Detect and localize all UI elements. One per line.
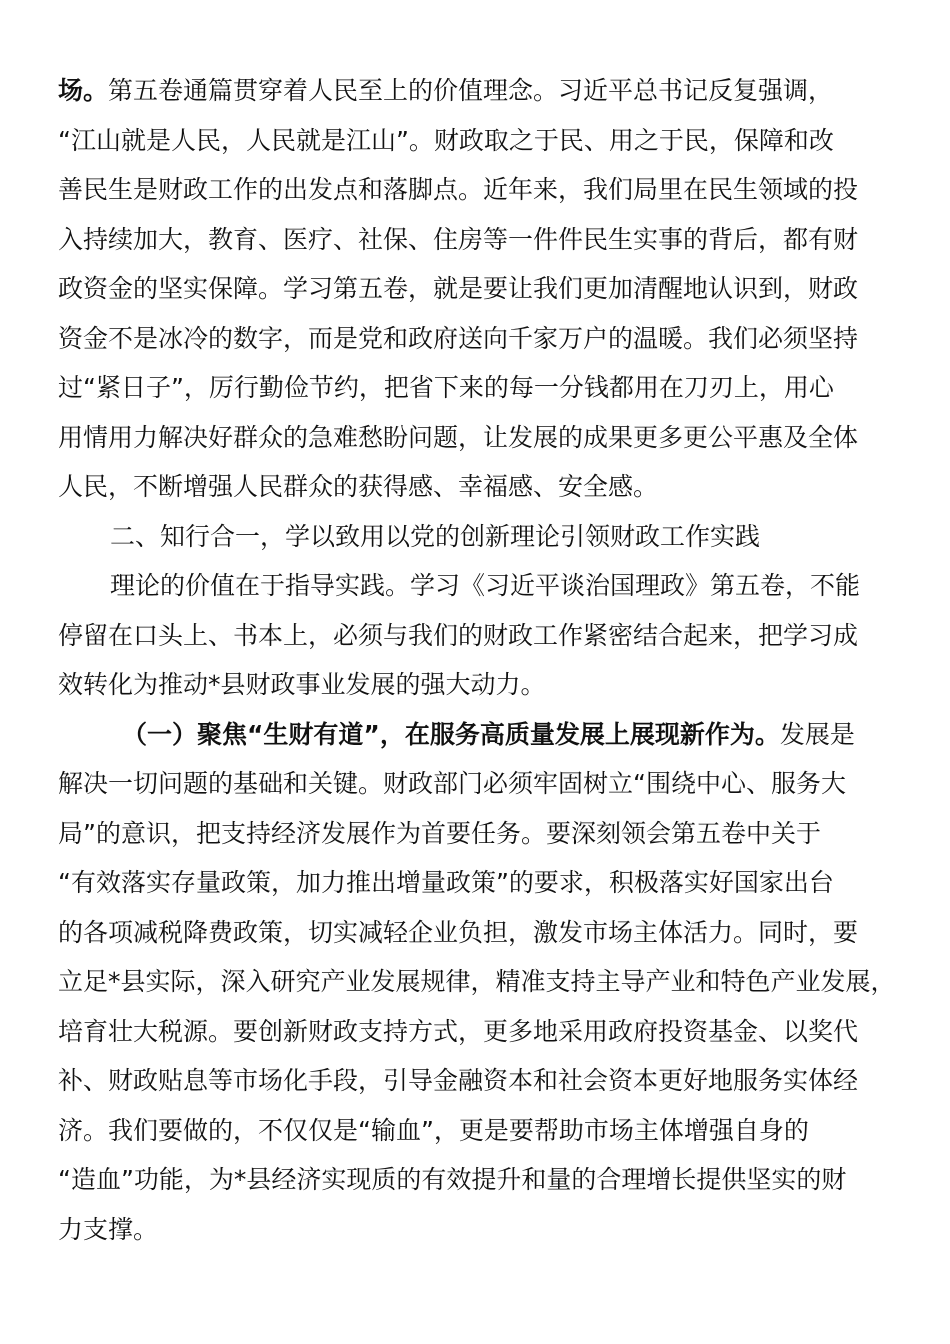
- paragraph-3-line-1: [58, 710, 908, 760]
- paragraph-1-line: 资金不是冰冷的数字，而是党和政府送向千家万户的温暖。我们必须坚持: [58, 323, 859, 353]
- paragraph-1-line-1: [58, 66, 908, 116]
- paragraph-1-lead: 场。: [58, 76, 109, 105]
- paragraph-1-line: “江山就是人民，人民就是江山”。财政取之于民、用之于民，保障和改: [58, 125, 834, 155]
- paragraph-3-line: 培育壮大税源。要创新财政支持方式，更多地采用政府投资基金、以奖代: [58, 1016, 859, 1046]
- paragraph-3-line: 力支撑。: [58, 1214, 159, 1244]
- paragraph-1-line: 入持续加大，教育、医疗、社保、住房等一件件民生实事的背后，都有财: [58, 224, 859, 254]
- subsection-heading: （一）聚焦“生财有道”，在服务高质量发展上展现新作为。: [122, 719, 780, 749]
- document-page: [58, 66, 908, 1254]
- paragraph-3-line: “有效落实存量政策，加力推出增量政策”的要求，积极落实好国家出台: [58, 868, 834, 897]
- paragraph-1-line: 善民生是财政工作的出发点和落脚点。近年来，我们局里在民生领域的投: [58, 175, 859, 204]
- paragraph-3-line: 的各项减税降费政策，切实减轻企业负担，激发市场主体活力。同时，要: [58, 917, 859, 947]
- paragraph-2-line: 效转化为推动*县财政事业发展的强大动力。: [58, 670, 546, 699]
- paragraph-3-line: 立足*县实际，深入研究产业发展规律，精准支持主导产业和特色产业发展，: [58, 967, 896, 996]
- paragraph-1-text: 第五卷通篇贯穿着人民至上的价值理念。习近平总书记反复强调，: [108, 76, 834, 105]
- paragraph-1-line: 政资金的坚实保障。学习第五卷，就是要让我们更加清醒地认识到，财政: [58, 274, 859, 303]
- paragraph-3-line: “造血”功能，为*县经济实现质的有效提升和量的合理增长提供坚实的财: [58, 1165, 847, 1194]
- paragraph-3-line: 济。我们要做的，不仅仅是“输血”，更是要帮助市场主体增强自身的: [58, 1115, 809, 1145]
- paragraph-1-line: 用情用力解决好群众的急难愁盼问题，让发展的成果更多更公平惠及全体: [58, 422, 859, 452]
- paragraph-3-line: 局”的意识，把支持经济发展作为首要任务。要深刻领会第五卷中关于: [58, 818, 821, 848]
- section-heading: 二、知行合一，学以致用以党的创新理论引领财政工作实践: [110, 521, 761, 551]
- paragraph-3-line: 补、财政贴息等市场化手段，引导金融资本和社会资本更好地服务实体经: [58, 1066, 859, 1095]
- paragraph-1-line: 过“紧日子”，厉行勤俭节约，把省下来的每一分钱都用在刀刃上，用心: [58, 373, 834, 402]
- paragraph-2-line: 停留在口头上、书本上，必须与我们的财政工作紧密结合起来，把学习成: [58, 620, 859, 650]
- paragraph-1-line: 人民，不断增强人民群众的获得感、幸福感、安全感。: [58, 472, 659, 501]
- paragraph-2-line: 理论的价值在于指导实践。学习《习近平谈治国理政》第五卷，不能: [110, 571, 861, 600]
- paragraph-3-line: 解决一切问题的基础和关键。财政部门必须牢固树立“围绕中心、服务大: [58, 769, 846, 798]
- paragraph-3-text: 发展是: [779, 719, 855, 749]
